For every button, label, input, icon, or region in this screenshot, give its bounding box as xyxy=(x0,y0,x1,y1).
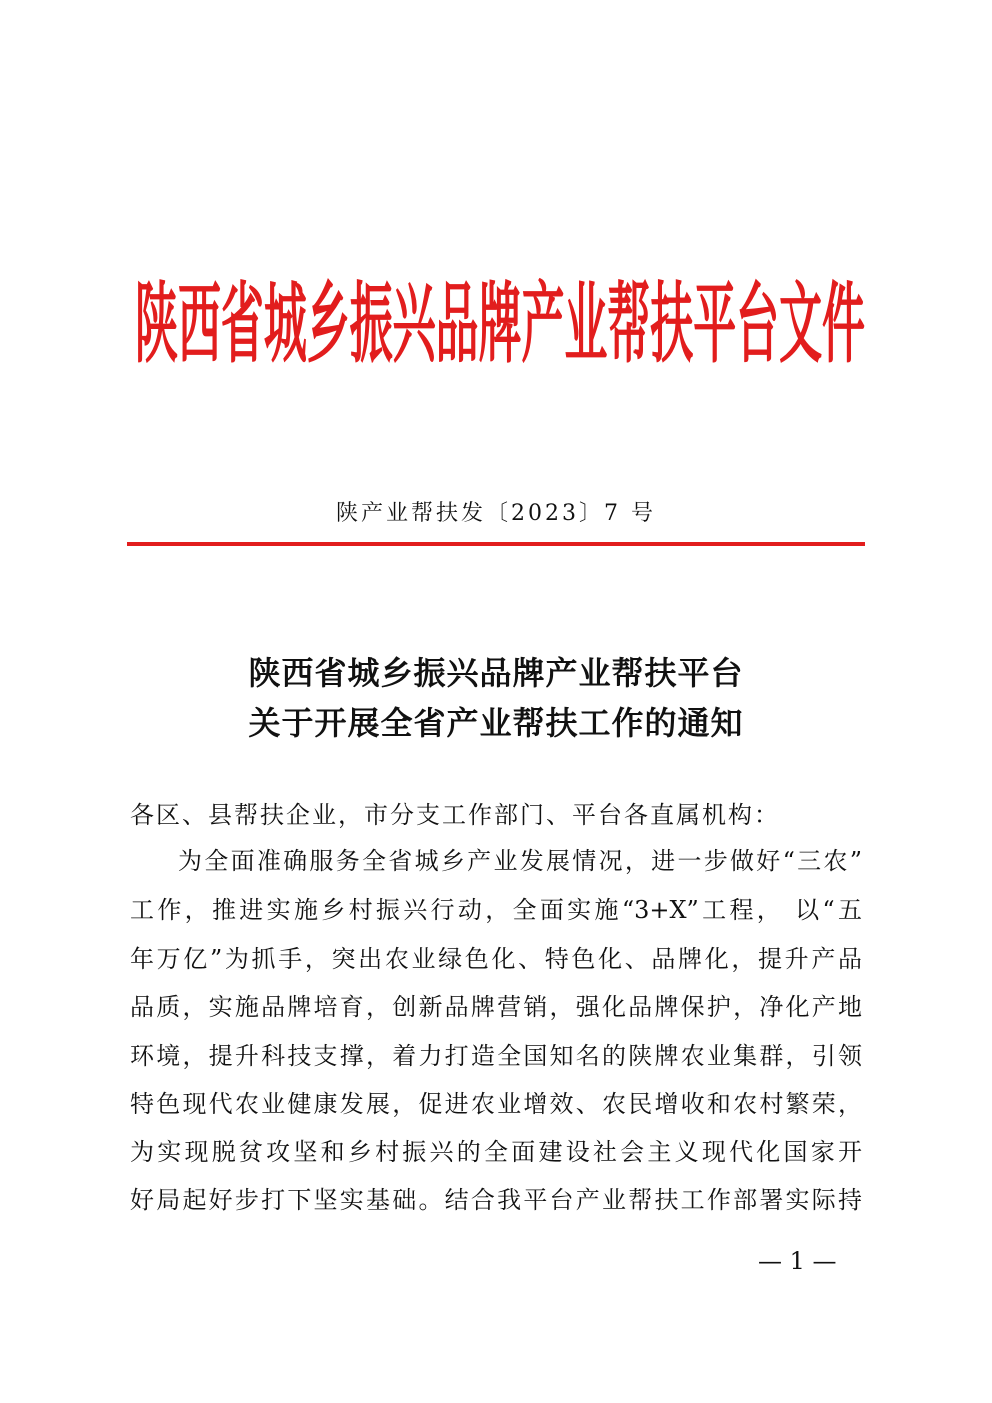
masthead xyxy=(130,262,870,372)
document-number: 陕产业帮扶发〔2023〕7 号 xyxy=(336,501,656,526)
notice-title-line-2: 关于开展全省产业帮扶工作的通知 xyxy=(248,704,744,742)
body-line-4: 品质，实施品牌培育，创新品牌营销，强化品牌保护，净化产地 xyxy=(130,993,862,1021)
body-line-2: 工作，推进实施乡村振兴行动，全面实施“3+X”工程， 以“五 xyxy=(130,896,862,924)
page-number: — 1 — xyxy=(758,1247,837,1275)
body-line-1: 为全面准确服务全省城乡产业发展情况，进一步做好“三农” xyxy=(178,847,862,875)
body-line-5: 环境，提升科技支撑，着力打造全国知名的陕牌农业集群，引领 xyxy=(130,1042,862,1070)
body-line-6: 特色现代农业健康发展，促进农业增效、农民增收和农村繁荣， xyxy=(130,1090,862,1118)
body-line-7: 为实现脱贫攻坚和乡村振兴的全面建设社会主义现代化国家开 xyxy=(130,1138,862,1166)
red-divider-line xyxy=(127,542,865,546)
masthead-title: 陕西省城乡振兴品牌产业帮扶平台文件 xyxy=(135,271,865,372)
body-line-3: 年万亿”为抓手，突出农业绿色化、特色化、品牌化，提升产品 xyxy=(130,945,862,973)
body-line-8: 好局起好步打下坚实基础。结合我平台产业帮扶工作部署实际持 xyxy=(130,1186,862,1214)
notice-title-line-1: 陕西省城乡振兴品牌产业帮扶平台 xyxy=(248,654,744,692)
addressee: 各区、县帮扶企业，市分支工作部门、平台各直属机构： xyxy=(130,801,780,829)
